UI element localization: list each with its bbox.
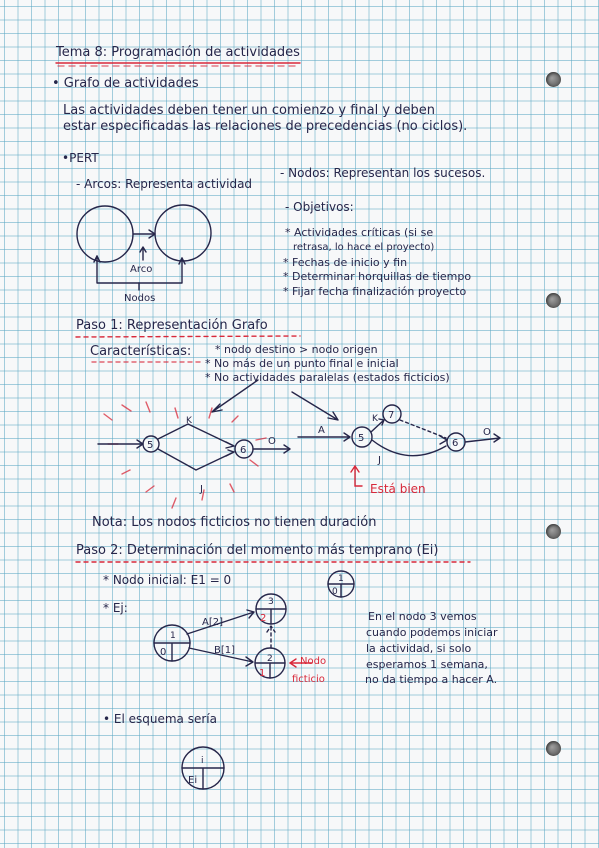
svg-text:K: K — [372, 414, 378, 424]
edge-k — [158, 424, 234, 446]
intro-line-1: Las actividades deben tener un comienzo y final y deben — [63, 103, 435, 118]
esquema-line: • El esquema sería — [103, 712, 217, 726]
nodo-ficticio-label: Nodo — [300, 656, 327, 667]
diagram-node-right — [155, 205, 211, 261]
objetivo-item: * Fechas de inicio y fin — [283, 256, 408, 269]
svg-text:5: 5 — [147, 440, 154, 451]
pointer-arrow-right — [292, 392, 338, 420]
objetivo-item: * Fijar fecha finalización proyecto — [283, 285, 467, 298]
svg-text:2: 2 — [260, 613, 267, 624]
explain-line: En el nodo 3 vemos — [368, 610, 477, 623]
svg-text:6: 6 — [452, 438, 459, 449]
svg-text:1: 1 — [259, 668, 266, 679]
caracteristicas-label: Características: — [90, 344, 192, 359]
esta-bien-arrow — [351, 466, 362, 486]
svg-text:0: 0 — [332, 587, 338, 597]
svg-text:A[2]: A[2] — [202, 617, 224, 628]
svg-text:A: A — [318, 425, 325, 436]
underline-paso1 — [76, 336, 300, 337]
svg-text:O: O — [483, 427, 491, 438]
svg-text:O: O — [268, 436, 276, 447]
nodos-definition: - Nodos: Representan los sucesos. — [280, 166, 486, 180]
svg-text:2: 2 — [267, 654, 273, 664]
svg-text:J: J — [200, 484, 203, 495]
svg-text:5: 5 — [358, 433, 365, 444]
svg-text:3: 3 — [268, 597, 274, 607]
diagram-arco-label: Arco — [130, 264, 153, 275]
graph-incorrect — [98, 402, 290, 508]
paso1-heading: Paso 1: Representación Grafo — [76, 318, 268, 333]
esta-bien-label: Está bien — [370, 482, 426, 496]
explain-line: la actividad, si solo — [366, 642, 472, 655]
edge-ficticio — [400, 420, 446, 438]
arcos-nodos-diagram — [77, 205, 211, 304]
pert-heading: •PERT — [62, 151, 99, 165]
intro-line-2: estar especificadas las relaciones de precedencias (no ciclos). — [63, 119, 468, 134]
caract-item: * nodo destino > nodo origen — [215, 343, 378, 356]
section-grafo: • Grafo de actividades — [52, 76, 199, 91]
nodo-inicial-line: * Nodo inicial: E1 = 0 — [103, 573, 232, 587]
objetivos-heading: - Objetivos: — [285, 200, 354, 214]
example-graph — [154, 594, 326, 685]
caract-item: * No más de un punto final e inicial — [205, 357, 399, 370]
diagram-node-left — [77, 206, 133, 262]
svg-text:6: 6 — [240, 445, 247, 456]
edge-j — [158, 449, 234, 470]
objetivo-item: * Actividades críticas (si se — [285, 226, 434, 239]
edge-j — [372, 440, 446, 456]
edge-ficticio — [267, 626, 275, 648]
objetivo-item: * Determinar horquillas de tiempo — [283, 270, 472, 283]
graph-correct — [298, 405, 500, 486]
svg-text:7: 7 — [388, 410, 395, 421]
page-title: Tema 8: Programación de actividades — [56, 45, 300, 60]
svg-text:1: 1 — [170, 631, 176, 641]
caract-item: * No actividades paralelas (estados ficticios) — [205, 371, 450, 384]
svg-text:Ei: Ei — [188, 775, 198, 786]
explain-line: no da tiempo a hacer A. — [365, 673, 498, 686]
nota-line: Nota: Los nodos ficticios no tienen duración — [92, 515, 377, 530]
svg-text:0: 0 — [160, 647, 167, 658]
explain-line: cuando podemos iniciar — [366, 626, 498, 639]
svg-text:1: 1 — [338, 574, 344, 584]
diagram-nodos-label: Nodos — [124, 293, 156, 304]
paso2-heading: Paso 2: Determinación del momento más temprano (Ei) — [76, 543, 439, 558]
underline-title — [56, 63, 300, 66]
svg-text:J: J — [378, 455, 381, 466]
ej-label: * Ej: — [103, 601, 128, 615]
arcos-definition: - Arcos: Representa actividad — [76, 177, 253, 191]
svg-text:ficticio: ficticio — [292, 674, 325, 685]
pointer-arrow-left — [212, 380, 258, 412]
explain-line: esperamos 1 semana, — [366, 658, 488, 671]
svg-text:B[1]: B[1] — [214, 645, 236, 656]
objetivo-item: retrasa, lo hace el proyecto) — [293, 242, 435, 253]
esquema-node — [182, 747, 224, 789]
arco-pointer-arrow — [140, 247, 146, 260]
svg-text:i: i — [201, 756, 204, 766]
svg-text:K: K — [186, 416, 192, 426]
nodo-inicial-symbol — [328, 571, 354, 597]
